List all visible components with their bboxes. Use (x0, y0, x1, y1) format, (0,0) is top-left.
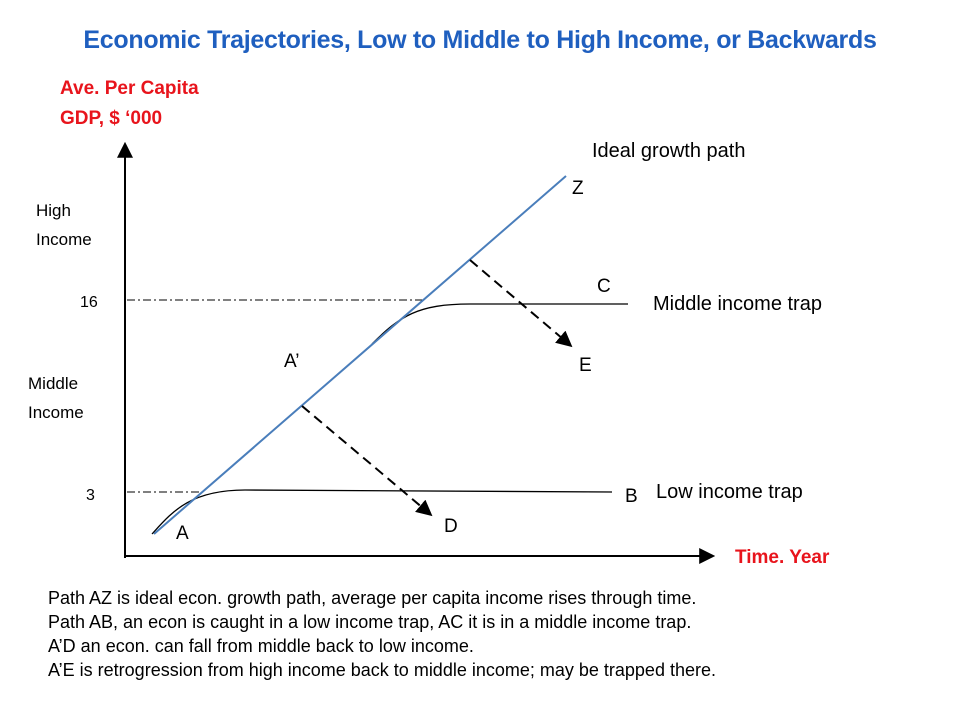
y-category-high-line-2: Income (36, 230, 92, 249)
series-label-low-income-trap: Low income trap (656, 481, 803, 503)
note-line: Path AB, an econ is caught in a low income trap, AC it is in a middle income trap. (48, 612, 692, 632)
point-label-c: C (597, 276, 611, 297)
x-axis-label: Time. Year (735, 547, 830, 568)
point-label-z: Z (572, 178, 584, 199)
note-line: A’E is retrogression from high income back to middle income; may be trapped there. (48, 660, 716, 680)
point-label-d: D (444, 516, 458, 537)
series-label-ideal-growth-path: Ideal growth path (592, 140, 746, 162)
series-path-to-e (470, 260, 570, 345)
y-category-middle-line-2: Income (28, 403, 84, 422)
explanation-notes (48, 586, 716, 682)
point-label-b: B (625, 486, 638, 507)
y-axis-label-line-1: Ave. Per Capita (60, 78, 199, 99)
point-label-e: E (579, 355, 592, 376)
page-title: Economic Trajectories, Low to Middle to High Income, or Backwards (83, 26, 877, 54)
series-label-middle-income-trap: Middle income trap (653, 293, 822, 315)
point-label-a-prime: A’ (284, 351, 300, 372)
y-tick-label-3: 3 (86, 487, 95, 504)
note-line: A’D an econ. can fall from middle back to low income. (48, 636, 474, 656)
series-low-income-trap (152, 490, 612, 534)
y-category-high-line-1: High (36, 201, 71, 220)
note-line: Path AZ is ideal econ. growth path, average per capita income rises through time. (48, 588, 697, 608)
series-ideal-growth-path (154, 176, 566, 534)
series-path-a-prime-to-d (302, 406, 430, 514)
y-category-middle-line-1: Middle (28, 374, 79, 393)
y-tick-label-16: 16 (80, 294, 98, 311)
point-label-a: A (176, 523, 189, 544)
y-axis-label-line-2: GDP, $ ‘000 (60, 108, 163, 129)
